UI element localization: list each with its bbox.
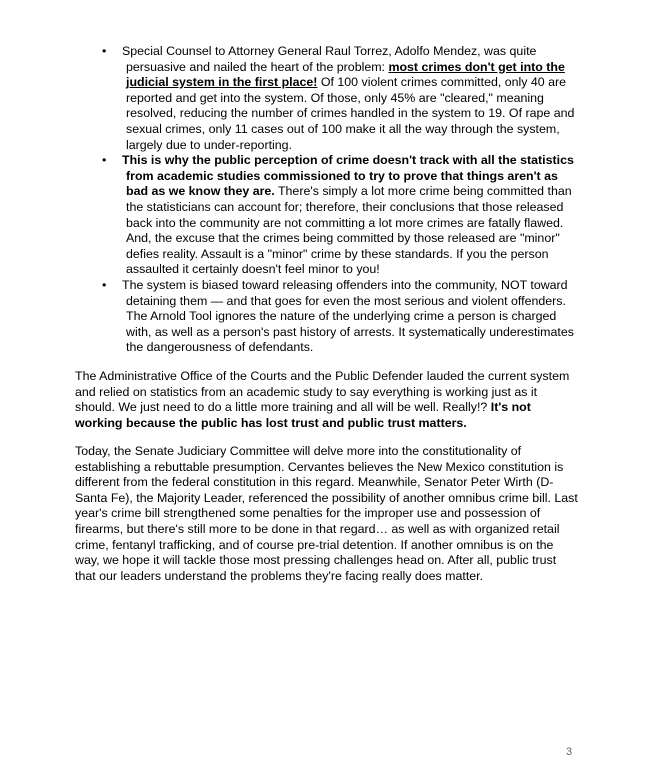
paragraph-1-text: The Administrative Office of the Courts and the Public Defender lauded the current system and relied on statistics from an academic study to say everything is working just as it should. We just need to do a little more training and all will be well. Really!? [75,369,570,415]
bullet-2-text: There's simply a lot more crime being committed than the statisticians can account for; therefore, their conclusions that those released back into the community are not committing a lot more crimes are fatally flawed. And, the excuse that the crimes being committed by those released are "minor" defies reality. Assault is a "minor" crime by these standards. If you the person assaulted it certainly doesn't feel minor to you! [126,184,572,277]
bullet-item-3 [102,277,580,356]
bullet-icon: • [102,277,107,292]
paragraph-1-bold: It's not working because the public has lost trust and public trust matters. [75,400,531,430]
bullet-2-bold: This is why the public perception of crime doesn't track with all the statistics from academic studies commissioned to try to prove that things aren't as bad as we know they are. [122,153,574,199]
bullet-1-emphasis: most crimes don't get into the judicial system in the first place! [126,59,565,90]
bullet-1-text-cont: Of 100 violent crimes committed, only 40 are reported and get into the system. Of those, only 45% are "cleared," meaning resolved, reducing the number of crimes handled in the system to 19. Of rape and sexual crimes, only 11 cases out of 100 make it all the way through the system, largely due to under-reporting. [126,75,575,152]
bullet-3-text: The system is biased toward releasing offenders into the community, NOT toward detaining them — and that goes for even the most serious and violent offenders. The Arnold Tool ignores the nature of the underlying crime a person is charged with, as well as a person's past history of arrests. It systematically underestimates the dangerousness of defendants. [122,277,574,355]
bullet-item-2 [102,153,580,278]
page-number: 3 [566,746,573,758]
bullet-list [102,44,580,356]
bullet-item-1 [102,44,580,153]
paragraph-1 [75,369,580,431]
paragraph-2: Today, the Senate Judiciary Committee will delve more into the constitutionality of establishing a rebuttable presumption. Cervantes believes the New Mexico constitution is different from the federal constitution in this regard. Meanwhile, Senator Peter Wirth (D-Santa Fe), the Majority Leader, referenced the possibility of another omnibus crime bill. Last year's crime bill strengthened some penalties for the improper use and possession of firearms, but there's still more to be done in that regard… as well as with organized retail crime, fentanyl trafficking, and of course pre-trial detention. If another omnibus is on the way, we hope it will tackle those most pressing challenges head on. After all, public trust that our leaders understand the problems they're facing really does matter. [75,444,578,583]
bullet-1-text: Special Counsel to Attorney General Raul Torrez, Adolfo Mendez, was quite persuasive and nailed the heart of the problem: [122,44,537,74]
bullet-icon: • [102,44,107,58]
bullet-icon: • [102,153,107,168]
